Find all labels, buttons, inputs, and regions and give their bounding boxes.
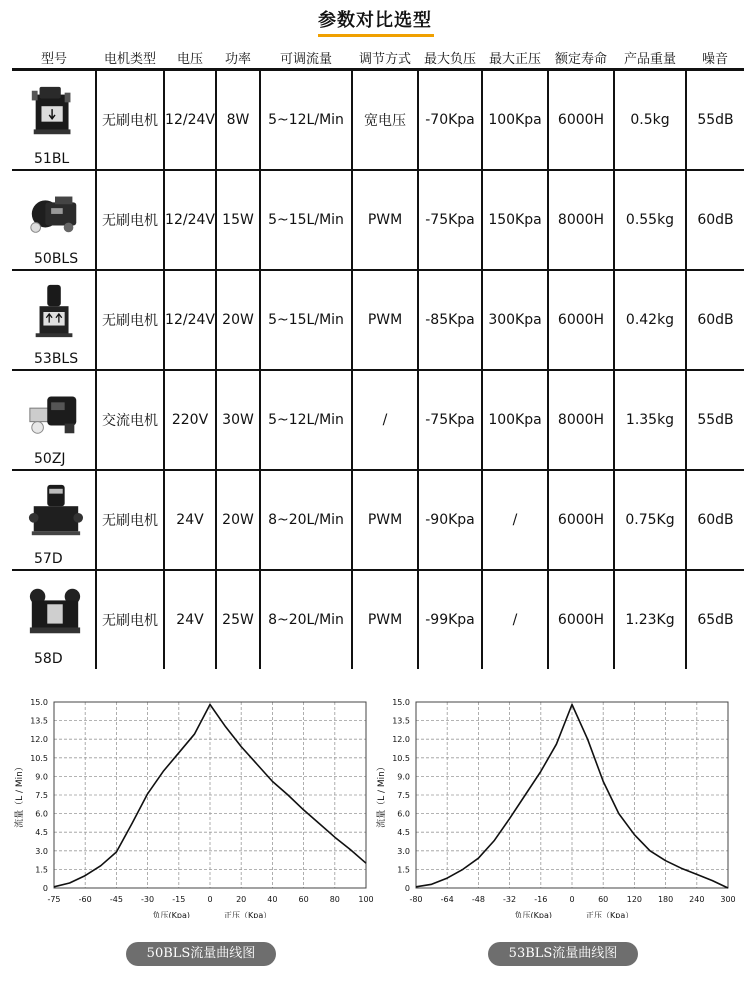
table-header-row <box>12 46 744 70</box>
pump-57d-image <box>26 483 84 541</box>
x-tick-label: 0 <box>569 895 575 904</box>
header-model: 型号 <box>40 51 67 67</box>
noise-cell: 60dB <box>686 470 744 570</box>
y-tick-label: 6.0 <box>397 809 410 819</box>
pump-58d-image <box>26 583 84 641</box>
pressure-cell: 150Kpa <box>482 170 548 270</box>
pump-51bl-image <box>26 83 84 141</box>
power-cell: 25W <box>216 570 260 669</box>
control-cell: / <box>352 370 418 470</box>
voltage-cell: 220V <box>164 370 216 470</box>
noise-cell: 65dB <box>686 570 744 669</box>
life-cell: 8000H <box>548 370 614 470</box>
header-control: 调节方式 <box>358 51 411 67</box>
vacuum-cell: -90Kpa <box>418 470 482 570</box>
y-tick-label: 1.5 <box>397 865 410 875</box>
x-axis-label-positive: 正压（Kpa） <box>224 911 272 918</box>
pressure-cell: 100Kpa <box>482 370 548 470</box>
model-name: 58D <box>34 651 63 667</box>
power-cell: 20W <box>216 470 260 570</box>
motor-cell: 交流电机 <box>96 370 164 470</box>
x-tick-label: 240 <box>689 895 705 904</box>
noise-cell: 60dB <box>686 170 744 270</box>
pressure-cell: 300Kpa <box>482 270 548 370</box>
y-tick-label: 1.5 <box>35 865 48 875</box>
header-weight: 产品重量 <box>623 51 676 67</box>
life-cell: 6000H <box>548 70 614 171</box>
vacuum-cell: -75Kpa <box>418 370 482 470</box>
x-tick-label: 180 <box>657 895 674 904</box>
header-noise: 噪音 <box>701 51 728 67</box>
x-tick-label: 60 <box>298 895 309 904</box>
life-cell: 6000H <box>548 270 614 370</box>
model-cell <box>12 470 96 570</box>
model-name: 50BLS <box>34 251 79 267</box>
life-cell: 6000H <box>548 570 614 669</box>
flow-cell: 5~15L/Min <box>260 170 352 270</box>
motor-cell: 无刷电机 <box>96 170 164 270</box>
y-tick-label: 15.0 <box>30 698 48 707</box>
y-tick-label: 12.0 <box>392 735 410 745</box>
weight-cell: 0.42kg <box>614 270 686 370</box>
weight-cell: 1.35kg <box>614 370 686 470</box>
pressure-cell: 100Kpa <box>482 70 548 171</box>
control-cell: PWM <box>352 470 418 570</box>
table-row <box>12 370 744 470</box>
weight-cell: 0.5kg <box>614 70 686 171</box>
control-cell: PWM <box>352 270 418 370</box>
x-axis-label-negative: 负压(Kpa) <box>152 911 190 918</box>
control-cell: 宽电压 <box>352 70 418 171</box>
x-tick-label: 120 <box>626 895 643 904</box>
weight-cell: 0.55kg <box>614 170 686 270</box>
flow-cell: 5~12L/Min <box>260 370 352 470</box>
model-name: 57D <box>34 551 63 567</box>
control-cell: PWM <box>352 570 418 669</box>
flow-cell: 8~20L/Min <box>260 470 352 570</box>
life-cell: 8000H <box>548 170 614 270</box>
header-flow: 可调流量 <box>279 51 332 67</box>
header-pressure: 最大正压 <box>488 51 541 67</box>
header-power: 功率 <box>224 51 251 67</box>
x-tick-label: -60 <box>78 895 92 904</box>
x-tick-label: -75 <box>47 895 61 904</box>
y-tick-label: 0 <box>42 884 48 893</box>
table-row <box>12 70 744 171</box>
life-cell: 6000H <box>548 470 614 570</box>
y-tick-label: 4.5 <box>35 828 48 838</box>
pump-50zj-image <box>26 383 84 441</box>
y-tick-label: 7.5 <box>35 791 48 800</box>
spec-table <box>12 46 744 669</box>
x-tick-label: -15 <box>172 895 186 904</box>
x-tick-label: 0 <box>207 895 213 904</box>
power-cell: 15W <box>216 170 260 270</box>
vacuum-cell: -75Kpa <box>418 170 482 270</box>
y-tick-label: 15.0 <box>392 698 410 707</box>
model-name: 51BL <box>34 151 70 167</box>
flow-cell: 8~20L/Min <box>260 570 352 669</box>
flow-chart-53bls-plot <box>372 688 742 918</box>
chart-title-53bls: 53BLS流量曲线图 <box>488 942 638 966</box>
x-tick-label: 20 <box>236 895 247 904</box>
x-tick-label: -30 <box>141 895 155 904</box>
table-row <box>12 570 744 669</box>
header-motor: 电机类型 <box>103 51 156 67</box>
x-tick-label: -64 <box>440 895 454 904</box>
table-row <box>12 270 744 370</box>
header-vacuum: 最大负压 <box>423 51 476 67</box>
voltage-cell: 12/24V <box>164 70 216 171</box>
y-tick-label: 10.5 <box>392 753 410 763</box>
y-tick-label: 3.0 <box>397 846 410 856</box>
model-cell <box>12 270 96 370</box>
noise-cell: 60dB <box>686 270 744 370</box>
noise-cell: 55dB <box>686 70 744 171</box>
y-tick-label: 3.0 <box>35 846 48 856</box>
model-name: 50ZJ <box>34 451 66 467</box>
x-tick-label: -16 <box>534 895 548 904</box>
model-name: 53BLS <box>34 351 79 367</box>
y-tick-label: 10.5 <box>30 753 48 763</box>
x-tick-label: -48 <box>471 895 485 904</box>
x-tick-label: -32 <box>503 895 517 904</box>
y-tick-label: 12.0 <box>30 735 48 745</box>
pressure-cell: / <box>482 570 548 669</box>
voltage-cell: 12/24V <box>164 170 216 270</box>
y-axis-label: 流量（L / Min） <box>15 762 25 828</box>
x-tick-label: -45 <box>109 895 123 904</box>
model-cell <box>12 370 96 470</box>
y-tick-label: 9.0 <box>397 772 410 782</box>
y-tick-label: 13.5 <box>392 716 410 726</box>
y-tick-label: 13.5 <box>30 716 48 726</box>
y-tick-label: 0 <box>404 884 410 893</box>
noise-cell: 55dB <box>686 370 744 470</box>
motor-cell: 无刷电机 <box>96 570 164 669</box>
table-row <box>12 470 744 570</box>
vacuum-cell: -70Kpa <box>418 70 482 171</box>
flow-chart-50bls-plot <box>10 688 380 918</box>
control-cell: PWM <box>352 170 418 270</box>
flow-chart-50bls <box>10 688 380 918</box>
page-title: 参数对比选型 <box>318 10 432 31</box>
motor-cell: 无刷电机 <box>96 470 164 570</box>
x-tick-label: -80 <box>409 895 423 904</box>
power-cell: 8W <box>216 70 260 171</box>
x-tick-label: 60 <box>598 895 609 904</box>
voltage-cell: 24V <box>164 570 216 669</box>
power-cell: 20W <box>216 270 260 370</box>
y-tick-label: 7.5 <box>397 791 410 800</box>
flow-cell: 5~15L/Min <box>260 270 352 370</box>
weight-cell: 0.75Kg <box>614 470 686 570</box>
pump-50bls-image <box>26 183 84 241</box>
y-tick-label: 9.0 <box>35 772 48 782</box>
voltage-cell: 12/24V <box>164 270 216 370</box>
weight-cell: 1.23Kg <box>614 570 686 669</box>
vacuum-cell: -99Kpa <box>418 570 482 669</box>
y-tick-label: 4.5 <box>397 828 410 838</box>
model-cell <box>12 170 96 270</box>
motor-cell: 无刷电机 <box>96 70 164 171</box>
vacuum-cell: -85Kpa <box>418 270 482 370</box>
table-row <box>12 170 744 270</box>
pressure-cell: / <box>482 470 548 570</box>
y-axis-label: 流量（L / Min） <box>377 762 387 828</box>
model-cell <box>12 570 96 669</box>
x-tick-label: 40 <box>267 895 278 904</box>
x-axis-label-negative: 负压(Kpa) <box>514 911 552 918</box>
header-voltage: 电压 <box>176 51 203 67</box>
model-cell <box>12 70 96 171</box>
title-underline <box>318 34 434 37</box>
x-tick-label: 80 <box>329 895 340 904</box>
voltage-cell: 24V <box>164 470 216 570</box>
chart-title-50bls: 50BLS流量曲线图 <box>126 942 276 966</box>
header-life: 额定寿命 <box>554 51 607 67</box>
motor-cell: 无刷电机 <box>96 270 164 370</box>
pump-53bls-image <box>26 283 84 341</box>
x-tick-label: 300 <box>720 895 736 904</box>
y-tick-label: 6.0 <box>35 809 48 819</box>
x-tick-label: 100 <box>358 895 374 904</box>
power-cell: 30W <box>216 370 260 470</box>
flow-chart-53bls <box>372 688 742 918</box>
flow-cell: 5~12L/Min <box>260 70 352 171</box>
x-axis-label-positive: 正压（Kpa） <box>586 911 634 918</box>
